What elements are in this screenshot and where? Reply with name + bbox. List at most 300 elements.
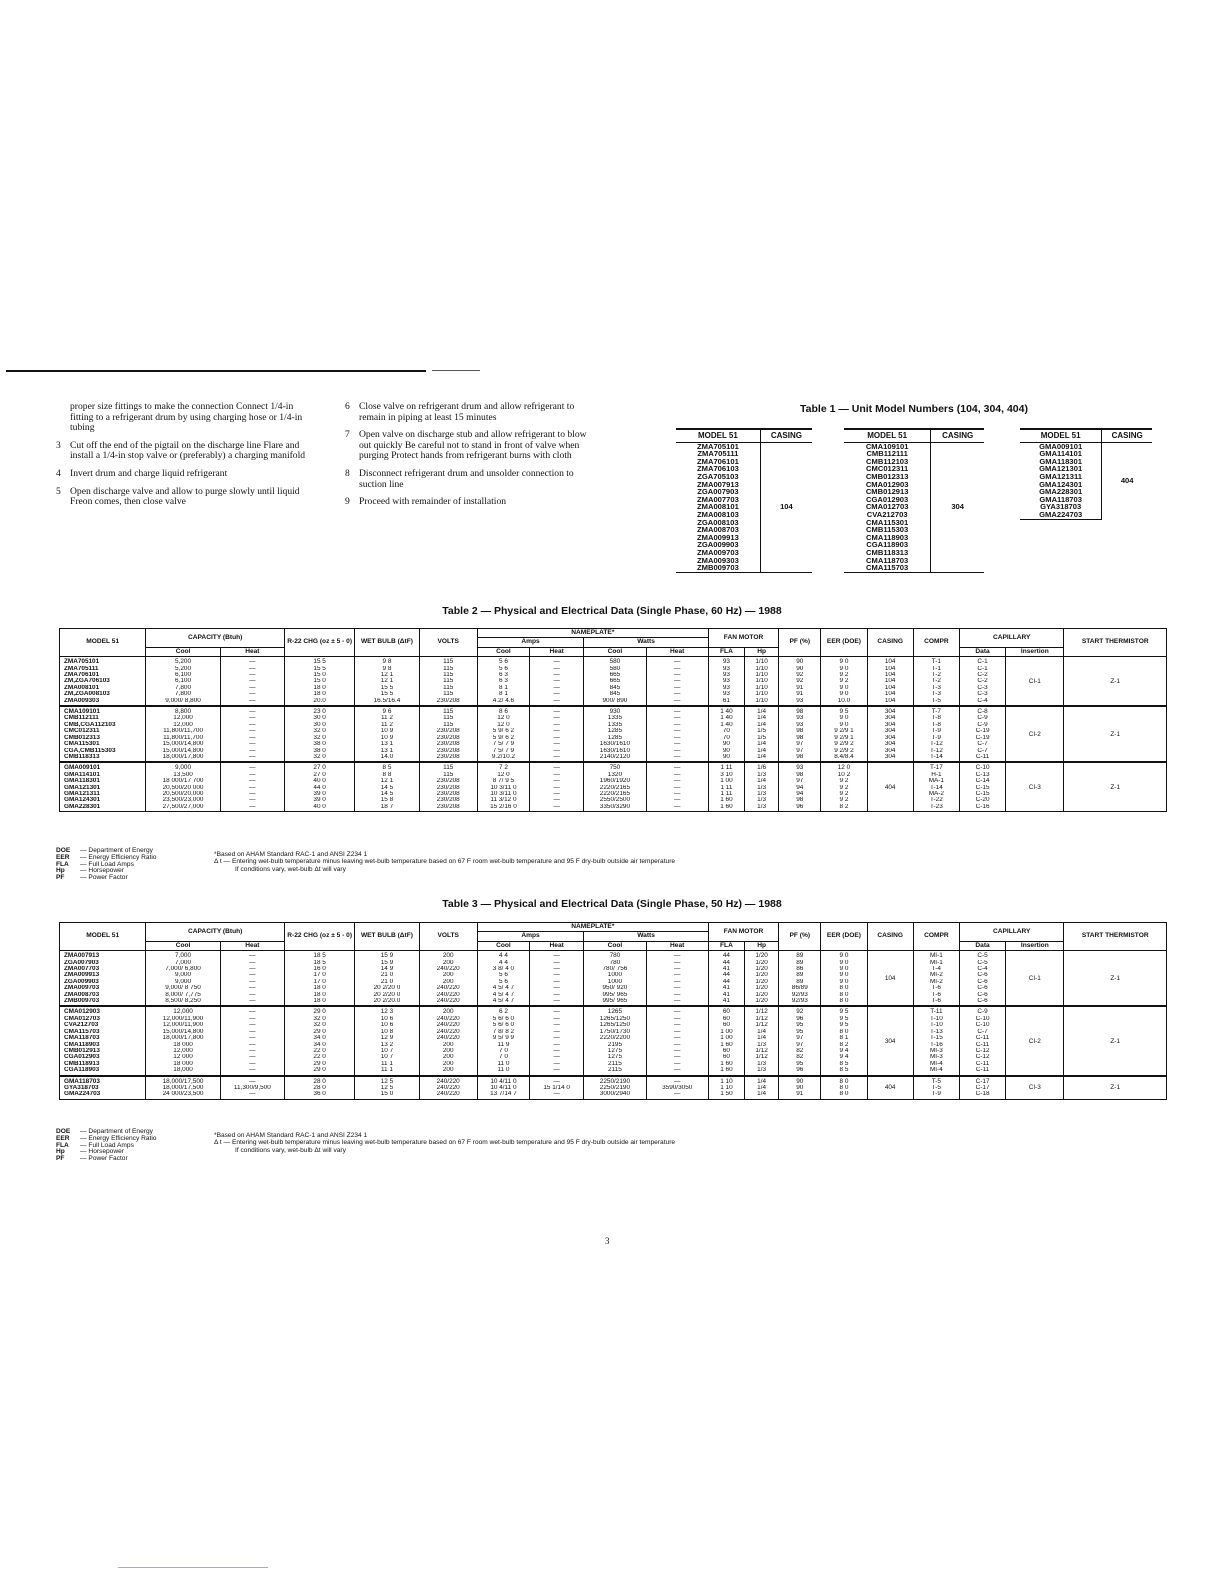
watts-cool-cell: 1335 xyxy=(584,715,646,721)
capacity-heat-cell: — xyxy=(220,772,284,778)
r22-charge-cell: 20.0 xyxy=(284,698,354,706)
capacity-cool-cell: 15,000/14,800 xyxy=(146,741,220,747)
fan-fla-cell: 93 xyxy=(708,672,744,678)
header-insertion: Insertion xyxy=(1006,941,1064,950)
capillary-data-cell: C-10 xyxy=(959,762,1005,771)
eer-cell: 12 0 xyxy=(821,762,867,771)
compressor-cell: T-5 xyxy=(913,1085,959,1091)
fan-fla-cell: 60 xyxy=(708,1022,744,1028)
capacity-heat-cell: — xyxy=(220,804,284,812)
amps-heat-cell: — xyxy=(530,685,584,691)
casing-cell: 104 xyxy=(867,691,913,697)
eer-cell: 8 0 xyxy=(821,1085,867,1091)
instruction-step xyxy=(345,402,601,423)
table1-header-casing: CASING xyxy=(931,429,984,442)
watts-heat-cell: — xyxy=(646,715,708,721)
r22-charge-cell: 40 0 xyxy=(284,778,354,784)
model-cell: CMB012313 xyxy=(60,735,146,741)
legend-definition: — Department of Energy xyxy=(80,847,153,854)
capacity-cool-cell: 7,800 xyxy=(146,685,220,691)
r22-charge-cell: 18 0 xyxy=(284,998,354,1006)
capacity-heat-cell: — xyxy=(220,666,284,672)
wet-bulb-cell: 12 1 xyxy=(355,672,419,678)
capacity-heat-cell: — xyxy=(220,728,284,734)
volts-cell: 240/220 xyxy=(419,1085,477,1091)
compressor-cell: T-1 xyxy=(913,666,959,672)
watts-cool-cell: 1265/1250 xyxy=(584,1016,646,1022)
watts-cool-cell: 1000 xyxy=(584,979,646,985)
volts-cell: 200 xyxy=(419,1061,477,1067)
table1-row xyxy=(844,442,984,450)
table3-50hz xyxy=(59,922,1167,1100)
capacity-cool-cell: 5,200 xyxy=(146,657,220,666)
capacity-heat-cell: — xyxy=(220,735,284,741)
model-cell: GMA118301 xyxy=(60,778,146,784)
compressor-cell: T-23 xyxy=(913,804,959,812)
pf-cell: 93 xyxy=(779,698,821,706)
capacity-heat-cell: — xyxy=(220,748,284,754)
wet-bulb-cell: 20 2/20.0 xyxy=(355,998,419,1006)
wet-bulb-cell: 15 9 xyxy=(355,960,419,966)
casing-cell: 304 xyxy=(867,754,913,762)
pf-cell: 92 xyxy=(779,1006,821,1015)
table1-model: CMA115301 xyxy=(866,517,909,527)
compressor-cell: T-1 xyxy=(913,657,959,666)
pf-cell: 98 xyxy=(779,772,821,778)
table1-model: ZGA009903 xyxy=(697,540,739,550)
wet-bulb-cell: 21 0 xyxy=(355,972,419,978)
amps-cool-cell: 10 3/11 0 xyxy=(477,791,529,797)
fan-fla-cell: 1 60 xyxy=(708,1061,744,1067)
amps-cool-cell: 4.2/ 4.6 xyxy=(477,698,529,706)
volts-cell: 200 xyxy=(419,951,477,960)
fan-fla-cell: 60 xyxy=(708,1016,744,1022)
r22-charge-cell: 29 0 xyxy=(284,1006,354,1015)
amps-heat-cell: — xyxy=(530,715,584,721)
capillary-data-cell: C-14 xyxy=(959,778,1005,784)
eer-cell: 9 4 xyxy=(821,1054,867,1060)
model-cell: ZGA007903 xyxy=(60,960,146,966)
header-cap-cool: Cool xyxy=(146,647,220,656)
header-amps: Amps xyxy=(477,638,583,647)
casing-cell: 404 xyxy=(867,762,913,811)
watts-cool-cell: 2250/2190 xyxy=(584,1085,646,1091)
header-wet-bulb: WET BULB (ΔtF) xyxy=(355,629,419,657)
amps-heat-cell: — xyxy=(530,951,584,960)
header-data: Data xyxy=(959,647,1005,656)
volts-cell: 230/208 xyxy=(419,797,477,803)
table1-model: ZMA008101 xyxy=(697,502,739,512)
capacity-heat-cell: — xyxy=(220,1006,284,1015)
amps-heat-cell: — xyxy=(530,672,584,678)
capacity-heat-cell: — xyxy=(220,966,284,972)
legend-row xyxy=(56,875,156,882)
wet-bulb-cell: 8 8 xyxy=(355,772,419,778)
capillary-insertion-cell: CI-2 xyxy=(1006,1006,1064,1075)
table1-model: ZMA007913 xyxy=(697,479,739,489)
pf-cell: 90 xyxy=(779,1076,821,1085)
instruction-step xyxy=(345,497,601,508)
header-volts: VOLTS xyxy=(419,923,477,951)
amps-heat-cell: — xyxy=(530,791,584,797)
wet-bulb-cell: 14.0 xyxy=(355,754,419,762)
wet-bulb-cell: 21 0 xyxy=(355,979,419,985)
legend-abbr: FLA xyxy=(56,860,69,868)
fan-fla-cell: 1 50 xyxy=(708,1091,744,1099)
compressor-cell: MA-1 xyxy=(913,778,959,784)
r22-charge-cell: 32 0 xyxy=(284,1022,354,1028)
capacity-cool-cell: 9,000/ 8 750 xyxy=(146,985,220,991)
model-cell: CGA118903 xyxy=(60,1067,146,1075)
fan-fla-cell: 3 10 xyxy=(708,772,744,778)
table1-model: ZGA007903 xyxy=(697,487,739,497)
capacity-heat-cell: — xyxy=(220,1067,284,1075)
capacity-cool-cell: 11,800/11,700 xyxy=(146,735,220,741)
fan-fla-cell: 1 60 xyxy=(708,1067,744,1075)
capacity-cool-cell: 18,000/17,800 xyxy=(146,754,220,762)
header-cap-cool: Cool xyxy=(146,941,220,950)
casing-cell: 304 xyxy=(867,706,913,715)
fan-fla-cell: 1 11 xyxy=(708,791,744,797)
r22-charge-cell: 15 0 xyxy=(284,678,354,684)
capillary-data-cell: C-9 xyxy=(959,722,1005,728)
watts-heat-cell: — xyxy=(646,728,708,734)
watts-cool-cell: 2115 xyxy=(584,1061,646,1067)
legend-abbr: EER xyxy=(56,853,70,861)
volts-cell: 115 xyxy=(419,678,477,684)
watts-cool-cell: 1285 xyxy=(584,735,646,741)
capacity-heat-cell: — xyxy=(220,672,284,678)
r22-charge-cell: 15 0 xyxy=(284,672,354,678)
table1-title: Table 1 — Unit Model Numbers (104, 304, 404) xyxy=(800,403,1028,415)
header-watts: Watts xyxy=(584,932,709,941)
capillary-data-cell: C-6 xyxy=(959,972,1005,978)
volts-cell: 230/208 xyxy=(419,741,477,747)
watts-cool-cell: 1265 xyxy=(584,1006,646,1015)
wet-bulb-cell: 8 5 xyxy=(355,762,419,771)
watts-cool-cell: 995/ 965 xyxy=(584,992,646,998)
amps-cool-cell: 11 0 xyxy=(477,1061,529,1067)
capillary-data-cell: C-13 xyxy=(959,772,1005,778)
eer-cell: 9 0 xyxy=(821,657,867,666)
pf-cell: 98 xyxy=(779,754,821,762)
model-cell: ZMA009703 xyxy=(60,985,146,991)
fan-fla-cell: 60 xyxy=(708,1054,744,1060)
fan-hp-cell: 1/4 xyxy=(745,715,779,721)
fan-fla-cell: 90 xyxy=(708,748,744,754)
compressor-cell: MI-4 xyxy=(913,1067,959,1075)
watts-cool-cell: 665 xyxy=(584,678,646,684)
compressor-cell: T-8 xyxy=(913,722,959,728)
capillary-data-cell: C-5 xyxy=(959,951,1005,960)
table-row xyxy=(60,1006,1167,1015)
watts-cool-cell: 845 xyxy=(584,685,646,691)
wet-bulb-cell: 12 9 xyxy=(355,1035,419,1041)
header-capillary: CAPILLARY xyxy=(959,629,1063,648)
watts-heat-cell: — xyxy=(646,1006,708,1015)
watts-heat-cell: — xyxy=(646,1067,708,1075)
volts-cell: 240/220 xyxy=(419,1029,477,1035)
eer-cell: 8 0 xyxy=(821,985,867,991)
legend-abbr: PF xyxy=(56,1155,65,1163)
wet-bulb-cell: 9 8 xyxy=(355,657,419,666)
header-start-thermistor: START THERMISTOR xyxy=(1064,629,1167,657)
pf-cell: 97 xyxy=(779,741,821,747)
model-cell: ZMA008101 xyxy=(60,685,146,691)
watts-cool-cell: 900/ 890 xyxy=(584,698,646,706)
capillary-data-cell: C-17 xyxy=(959,1076,1005,1085)
amps-cool-cell: 9.2/10.2 xyxy=(477,754,529,762)
step-text: Invert drum and charge liquid refrigerant xyxy=(70,467,228,479)
note-aham: *Based on AHAM Standard RAC-1 and ANSI Z234 1 xyxy=(214,1132,368,1139)
volts-cell: 200 xyxy=(419,1006,477,1015)
step-text: Open valve on discharge stub and allow refrigerant to blow out quickly Be careful not to stand in front of valve when purging Protect hands from refrigerant burns with cloth xyxy=(359,429,587,462)
table-row xyxy=(60,998,1167,1006)
model-cell: ZGA009903 xyxy=(60,979,146,985)
start-thermistor-cell: Z-1 xyxy=(1064,1006,1167,1075)
r22-charge-cell: 40 0 xyxy=(284,804,354,812)
eer-cell: 9 0 xyxy=(821,960,867,966)
fan-fla-cell: 1 40 xyxy=(708,722,744,728)
r22-charge-cell: 29 0 xyxy=(284,1067,354,1075)
amps-heat-cell: — xyxy=(530,1091,584,1099)
header-amps-heat: Heat xyxy=(530,647,584,656)
capillary-data-cell: C-11 xyxy=(959,1042,1005,1048)
instruction-step xyxy=(345,469,601,490)
watts-heat-cell: — xyxy=(646,1076,708,1085)
fan-hp-cell: 1/5 xyxy=(745,728,779,734)
table1-header-casing: CASING xyxy=(1102,429,1152,442)
volts-cell: 115 xyxy=(419,672,477,678)
eer-cell: 9 0 xyxy=(821,966,867,972)
capillary-data-cell: C-4 xyxy=(959,698,1005,706)
instructions-column-2 xyxy=(345,402,601,515)
watts-cool-cell: 2220/2200 xyxy=(584,1035,646,1041)
table1-group-304 xyxy=(844,428,984,573)
capacity-cool-cell: 7,000 xyxy=(146,951,220,960)
amps-heat-cell: — xyxy=(530,762,584,771)
capacity-heat-cell: — xyxy=(220,706,284,715)
pf-cell: 98 xyxy=(779,797,821,803)
amps-heat-cell: — xyxy=(530,979,584,985)
watts-heat-cell: — xyxy=(646,992,708,998)
volts-cell: 200 xyxy=(419,960,477,966)
amps-cool-cell: 6 3 xyxy=(477,672,529,678)
volts-cell: 115 xyxy=(419,666,477,672)
amps-heat-cell: — xyxy=(530,785,584,791)
volts-cell: 230/208 xyxy=(419,791,477,797)
eer-cell: 9 0 xyxy=(821,715,867,721)
capillary-data-cell: C-12 xyxy=(959,1054,1005,1060)
wet-bulb-cell: 11 1 xyxy=(355,1061,419,1067)
capacity-cool-cell: 5,200 xyxy=(146,666,220,672)
eer-cell: 8 0 xyxy=(821,1091,867,1099)
amps-heat-cell: — xyxy=(530,778,584,784)
watts-heat-cell: — xyxy=(646,951,708,960)
amps-heat-cell: — xyxy=(530,1061,584,1067)
fan-fla-cell: 70 xyxy=(708,735,744,741)
instruction-step xyxy=(56,469,312,480)
pf-cell: 86/89 xyxy=(779,985,821,991)
table1-model: CMA012903 xyxy=(865,479,909,489)
wet-bulb-cell: 20 2/20 0 xyxy=(355,985,419,991)
fan-fla-cell: 70 xyxy=(708,728,744,734)
amps-heat-cell: — xyxy=(530,1042,584,1048)
table1-model: ZGA008103 xyxy=(697,517,739,527)
note-conditions: If conditions vary, wet-bulb Δt will vary xyxy=(235,865,346,873)
compressor-cell: T-3 xyxy=(913,685,959,691)
model-cell: CMA012703 xyxy=(60,1016,146,1022)
model-cell: GMA224703 xyxy=(60,1091,146,1099)
amps-heat-cell: — xyxy=(530,1022,584,1028)
instruction-step xyxy=(345,430,601,462)
r22-charge-cell: 34 0 xyxy=(284,1035,354,1041)
volts-cell: 230/208 xyxy=(419,778,477,784)
model-cell: CMA115301 xyxy=(60,741,146,747)
table2-title: Table 2 — Physical and Electrical Data (Single Phase, 60 Hz) — 1988 xyxy=(442,605,782,617)
casing-cell: 304 xyxy=(867,1006,913,1075)
eer-cell: 8.4/8.4 xyxy=(821,754,867,762)
volts-cell: 240/220 xyxy=(419,1016,477,1022)
amps-heat-cell: — xyxy=(530,772,584,778)
fan-hp-cell: 1/5 xyxy=(745,735,779,741)
capacity-heat-cell: — xyxy=(220,678,284,684)
pf-cell: 89 xyxy=(779,960,821,966)
watts-heat-cell: — xyxy=(646,1042,708,1048)
amps-heat-cell: — xyxy=(530,754,584,762)
fan-hp-cell: 1/10 xyxy=(745,657,779,666)
header-pf: PF (%) xyxy=(779,923,821,951)
header-compr: COMPR xyxy=(913,923,959,951)
capillary-data-cell: C-1 xyxy=(959,666,1005,672)
volts-cell: 230/208 xyxy=(419,735,477,741)
header-r22: R-22 CHG (oz ± 5 - 0) xyxy=(284,923,354,951)
amps-heat-cell: — xyxy=(530,722,584,728)
capacity-cool-cell: 12,000 xyxy=(146,715,220,721)
eer-cell: 8 0 xyxy=(821,1029,867,1035)
eer-cell: 9 2/9 1 xyxy=(821,735,867,741)
table1-model: CMB112103 xyxy=(866,456,909,466)
compressor-cell: T-9 xyxy=(913,735,959,741)
table1-model: GMA124301 xyxy=(1039,479,1083,489)
model-cell: GMA121311 xyxy=(60,791,146,797)
amps-cool-cell: 5 6/ 6 0 xyxy=(477,1016,529,1022)
capacity-cool-cell: 13,500 xyxy=(146,772,220,778)
watts-heat-cell: — xyxy=(646,678,708,684)
amps-cool-cell: 7 5/ 7 9 xyxy=(477,741,529,747)
step-number: 5 xyxy=(56,485,61,497)
pf-cell: 97 xyxy=(779,1042,821,1048)
legend-definition: — Energy Efficiency Ratio xyxy=(80,1134,157,1142)
compressor-cell: T-10 xyxy=(913,1016,959,1022)
capacity-cool-cell: 15,000/14,800 xyxy=(146,1029,220,1035)
amps-heat-cell: — xyxy=(530,966,584,972)
r22-charge-cell: 38 0 xyxy=(284,741,354,747)
compressor-cell: T-2 xyxy=(913,672,959,678)
r22-charge-cell: 38 0 xyxy=(284,748,354,754)
legend-definition: — Energy Efficiency Ratio xyxy=(80,853,157,861)
pf-cell: 82 xyxy=(779,1048,821,1054)
watts-heat-cell: — xyxy=(646,998,708,1006)
eer-cell: 8 2 xyxy=(821,804,867,812)
compressor-cell: T-11 xyxy=(913,1006,959,1015)
fan-hp-cell: 1/20 xyxy=(745,992,779,998)
volts-cell: 240/220 xyxy=(419,998,477,1006)
pf-cell: 98 xyxy=(779,728,821,734)
amps-cool-cell: 4 5/ 4 7 xyxy=(477,992,529,998)
compressor-cell: T-12 xyxy=(913,748,959,754)
watts-cool-cell: 3350/3290 xyxy=(584,804,646,812)
amps-heat-cell: 15 1/14 0 xyxy=(530,1085,584,1091)
legend-abbr: DOE xyxy=(56,1128,71,1135)
capacity-cool-cell: 8,000/ 7,775 xyxy=(146,992,220,998)
capacity-cool-cell: 18,000 xyxy=(146,1067,220,1075)
header-eer: EER (DOE) xyxy=(821,629,867,657)
table-row xyxy=(60,1067,1167,1075)
capillary-data-cell: C-10 xyxy=(959,1022,1005,1028)
amps-cool-cell: 10 4/11 0 xyxy=(477,1076,529,1085)
volts-cell: 230/208 xyxy=(419,728,477,734)
wet-bulb-cell: 15 5 xyxy=(355,691,419,697)
capacity-cool-cell: 9,000/ 8,800 xyxy=(146,698,220,706)
r22-charge-cell: 30 0 xyxy=(284,722,354,728)
model-cell: CMB118913 xyxy=(60,1061,146,1067)
fan-fla-cell: 41 xyxy=(708,985,744,991)
watts-heat-cell: — xyxy=(646,1035,708,1041)
capacity-heat-cell: — xyxy=(220,685,284,691)
watts-heat-cell: — xyxy=(646,1029,708,1035)
pf-cell: 98 xyxy=(779,735,821,741)
capillary-insertion-cell: CI-2 xyxy=(1006,706,1064,762)
start-thermistor-cell: Z-1 xyxy=(1064,1076,1167,1100)
capacity-heat-cell: — xyxy=(220,1016,284,1022)
capacity-cool-cell: 12,000 xyxy=(146,1048,220,1054)
amps-heat-cell: — xyxy=(530,1029,584,1035)
compressor-cell: MI-1 xyxy=(913,951,959,960)
r22-charge-cell: 23 0 xyxy=(284,706,354,715)
wet-bulb-cell: 11 2 xyxy=(355,715,419,721)
amps-heat-cell: — xyxy=(530,748,584,754)
capacity-heat-cell: — xyxy=(220,1029,284,1035)
pf-cell: 97 xyxy=(779,748,821,754)
r22-charge-cell: 15 5 xyxy=(284,666,354,672)
table1-casing: 404 xyxy=(1102,442,1152,519)
model-cell: ZM,ZGA706103 xyxy=(60,678,146,684)
capacity-cool-cell: 12,000 xyxy=(146,722,220,728)
watts-heat-cell: — xyxy=(646,1054,708,1060)
fan-fla-cell: 44 xyxy=(708,960,744,966)
top-rule-short xyxy=(432,370,480,371)
compressor-cell: T-2 xyxy=(913,678,959,684)
fan-fla-cell: 90 xyxy=(708,741,744,747)
watts-heat-cell: — xyxy=(646,754,708,762)
volts-cell: 230/208 xyxy=(419,754,477,762)
wet-bulb-cell: 12 5 xyxy=(355,1076,419,1085)
fan-hp-cell: 1/4 xyxy=(745,778,779,784)
capillary-data-cell: C-6 xyxy=(959,979,1005,985)
fan-hp-cell: 1/3 xyxy=(745,785,779,791)
capillary-insertion-cell: CI-1 xyxy=(1006,951,1064,1007)
wet-bulb-cell: 20 2/20 0 xyxy=(355,992,419,998)
compressor-cell: T-17 xyxy=(913,762,959,771)
amps-cool-cell: 13 7/14 7 xyxy=(477,1091,529,1099)
capacity-cool-cell: 8,800 xyxy=(146,706,220,715)
amps-heat-cell: — xyxy=(530,1035,584,1041)
header-model: MODEL 51 xyxy=(60,629,146,657)
compressor-cell: T-14 xyxy=(913,754,959,762)
fan-hp-cell: 1/3 xyxy=(745,797,779,803)
watts-cool-cell: 2220/2165 xyxy=(584,785,646,791)
